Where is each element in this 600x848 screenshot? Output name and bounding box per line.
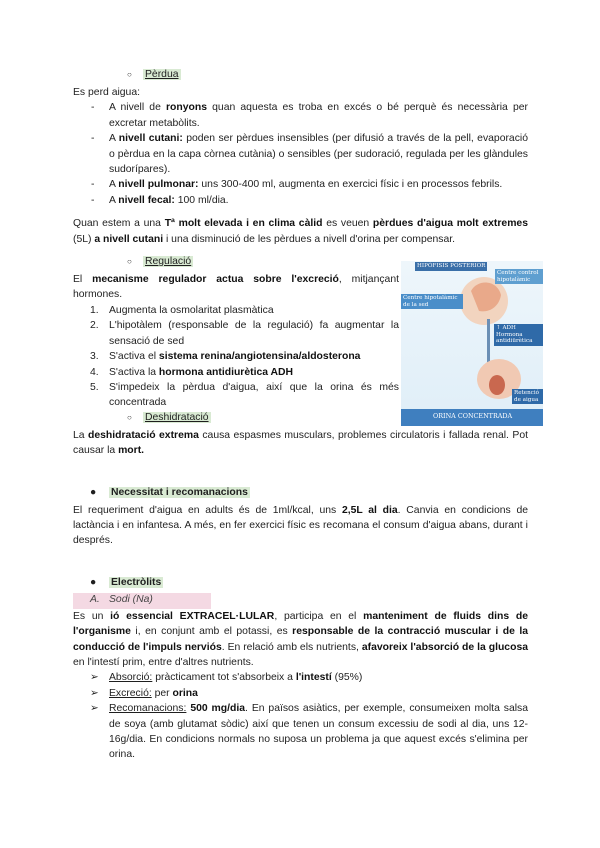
label-adh: ↑ ADH Hormona antidiürètica <box>494 324 543 346</box>
circle-bullet-icon: ○ <box>127 70 132 79</box>
arrow-bullet-icon: ➢ <box>90 672 99 684</box>
sub-name: Sodi (Na) <box>109 593 153 605</box>
label-centre-control: Centre control hipotalàmic <box>495 269 543 284</box>
list-item: 4. S'activa la hormona antidiurètica ADH <box>90 366 294 378</box>
heading-electrolits <box>73 576 528 593</box>
circle-bullet-icon: ○ <box>127 412 132 422</box>
sodi-paragraph: Es un ió essencial EXTRACEL·LULAR, participa en el manteniment de fluids dins de l'organisme i, en conjunt amb el potassi, es responsable de la contracció muscular i de la conducció de l'impuls nerviós. En relació amb els nutrients, afavoreix l'absorció de la glucosa en l'intestí prim, entre d'altres nutrients. <box>73 610 529 668</box>
subheading-label: Regulació <box>145 256 192 268</box>
perdua-paragraph: Quan estem a una Tª molt elevada i en clima càlid es veuen pèrdues d'aigua molt extremes (5L) a nivell cutani i una disminució de les pèrdues a nivell d'orina per compensar. <box>73 218 528 245</box>
list-item: - A nivell pulmonar: uns 300-400 ml, augmenta en exercici físic i en processos febrils. <box>73 177 528 192</box>
list-item: ➢ Recomanacions: 500 mg/dia. En països asiàtics, per exemple, consumeixen molta salsa de soya (amb glutamat sòdic) així que tenen un consum excessiu de sodi al dia, uns 12-16g/dia. En condicions normals no suposa un problema ja que aquest excés s'elimina per orina. <box>90 703 528 761</box>
circle-bullet-icon: ○ <box>127 257 132 267</box>
list-item: - A nivell de ronyons quan aquesta es troba en excés o bé perquè és necessària per excretar metabòlits. <box>73 100 528 131</box>
arrow-bullet-icon: ➢ <box>90 703 99 715</box>
perdua-list <box>73 100 528 208</box>
subheading-perdua <box>73 68 528 85</box>
list-item: 2. L'hipotàlem (responsable de la regulació) fa augmentar la sensació de sed <box>90 320 399 347</box>
heading-necessitat <box>73 486 528 503</box>
label-orina: ORINA CONCENTRADA <box>433 412 513 420</box>
list-item: 1. Augmenta la osmolaritat plasmàtica <box>90 304 274 316</box>
kidney-shape <box>489 375 505 395</box>
regulacio-intro: El mecanisme regulador actua sobre l'excreció, mitjançant hormones. <box>73 274 399 301</box>
heading-label: Electròlits <box>111 576 162 588</box>
subheading-label: Deshidratació <box>145 411 209 423</box>
label-retencio: Retenció de aigua <box>512 389 543 404</box>
label-centre-sed: Centre hipotalàmic de la sed <box>401 294 463 309</box>
regulacio-steps <box>73 303 399 411</box>
necessitat-paragraph: El requeriment d'aigua en adults és de 1ml/kcal, uns 2,5L al dia. Canvia en condicions de lactància i en infantesa. A més, en fer exercici físic es recomana el consum d'aigua abans, durant i després. <box>73 504 528 547</box>
list-item: 5. S'impedeix la pèrdua d'aigua, així que la orina és més concentrada <box>90 381 399 409</box>
perdua-intro: Es perd aigua: <box>73 87 141 98</box>
subheading-label: Pèrdua <box>145 69 179 80</box>
list-item: ➢ Absorció: pràcticament tot s'absorbeix a l'intestí (95%) <box>73 670 528 685</box>
list-item: - A nivell fecal: 100 ml/dia. <box>73 193 528 208</box>
label-hipofisis: HIPÒFISIS POSTERIOR <box>417 263 486 269</box>
bullet-icon: ● <box>90 576 97 588</box>
heading-label: Necessitat i recomanacions <box>111 486 248 498</box>
bullet-icon: ● <box>90 486 97 498</box>
sub-letter: A. <box>90 593 100 605</box>
arrow-bullet-icon: ➢ <box>90 687 99 699</box>
list-item: 3. S'activa el sistema renina/angiotensina/aldosterona <box>90 351 361 363</box>
sodi-list <box>73 670 528 762</box>
list-item: ➢ Excreció: per orina <box>73 686 528 701</box>
deshidratacio-paragraph: La deshidratació extrema causa espasmes musculars, problemes circulatoris i fallada renal. Pot causar la mort. <box>73 429 528 457</box>
list-item: - A nivell cutani: poden ser pèrdues insensibles (per difusió a través de la pell, evaporació o pèrdua en la capa còrnea cutània) o sensibles (per sudoració, regulada per les glàndules sudorípares). <box>73 131 528 177</box>
subheading-sodi <box>73 593 211 609</box>
hypothalamus-adh-diagram <box>401 261 543 426</box>
